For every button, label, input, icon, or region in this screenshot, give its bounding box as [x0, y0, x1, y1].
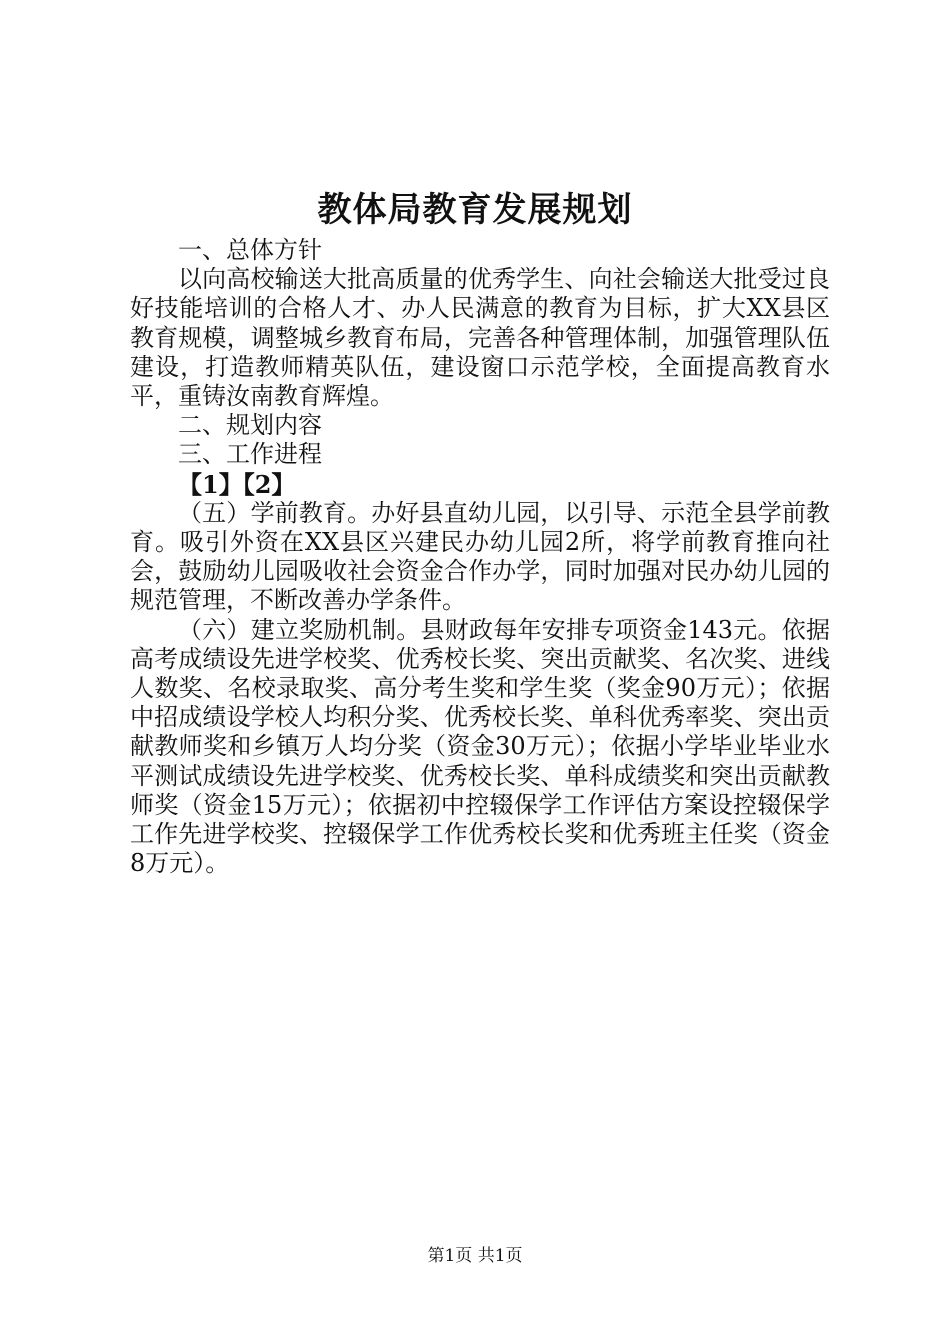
section-heading-plan-content: 二、规划内容 — [178, 411, 322, 440]
page-footer: 第1页 共1页 — [427, 1246, 523, 1266]
section-heading-overall-policy: 一、总体方针 — [178, 236, 322, 264]
paragraph-reward-mechanism: （六）建立奖励机制。县财政每年安排专项资金143元。依据高考成绩设先进学校奖、优秀校长奖、突出贡献奖、名次奖、进线人数奖、名校录取奖、高分考生奖和学生奖（奖金90万元）；依据中招成绩设学校人均积分奖、优秀校长奖、单科优秀率奖、突出贡献教师奖和乡镇万人均分奖（资金30万元）；依据小学毕业毕业水平测试成绩设先进学校奖、优秀校长奖、单科成绩奖和突出贡献教师奖（资金15万元）；依据初中控辍保学工作评估方案设控辍保学工作先进学校奖、控辍保学工作优秀校长奖和优秀班主任奖（资金8万元）。 — [130, 615, 830, 878]
paragraph-preschool-education: （五）学前教育。办好县直幼儿园，以引导、示范全县学前教育。吸引外资在XX县区兴建民办幼儿园2所，将学前教育推向社会，鼓励幼儿园吸收社会资金合作办学，同时加强对民办幼儿园的规范管理，不断改善办学条件。 — [130, 498, 830, 615]
document-title: 教体局教育发展规划 — [317, 190, 633, 230]
section-heading-work-progress: 三、工作进程 — [178, 440, 322, 469]
reference-markers: 【1】【2】 — [178, 469, 296, 499]
paragraph-overall-policy: 以向高校输送大批高质量的优秀学生、向社会输送大批受过良好技能培训的合格人才、办人民满意的教育为目标，扩大XX县区教育规模，调整城乡教育布局，完善各种管理体制，加强管理队伍建设，打造教师精英队伍，建设窗口示范学校，全面提高教育水平，重铸汝南教育辉煌。 — [130, 265, 830, 411]
document-body — [130, 236, 830, 878]
